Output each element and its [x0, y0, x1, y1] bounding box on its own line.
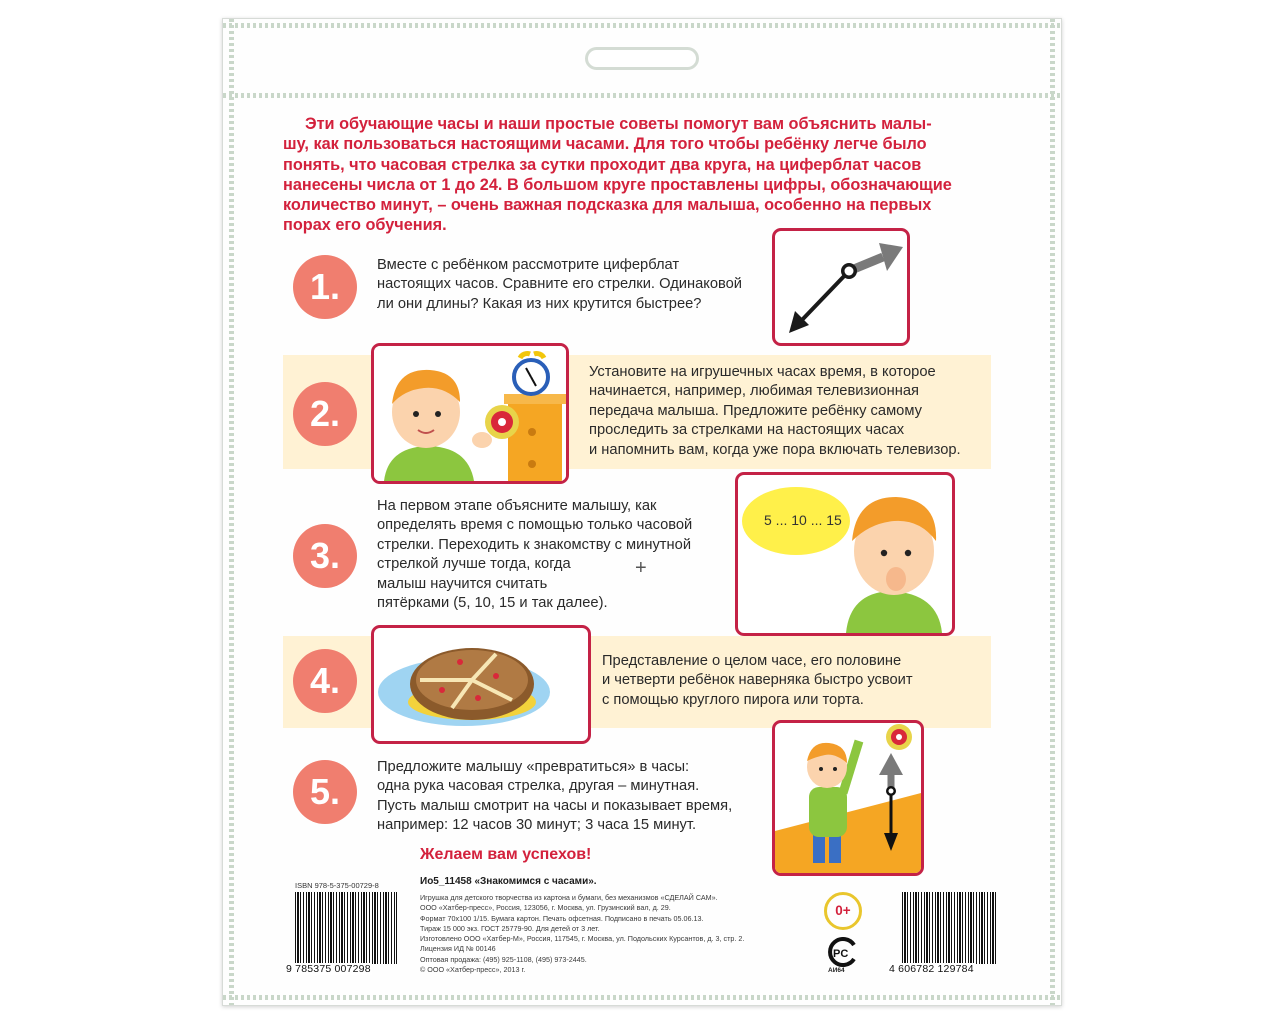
- info-line: Изготовлено ООО «Хатбер-М», Россия, 117545, г. Москва, ул. Подольских Курсантов, д. 3, стр. 2.: [420, 934, 745, 944]
- step-line: ли они длины? Какая из них крутится быстрее?: [377, 295, 702, 312]
- certification-label: АИ64: [828, 967, 845, 974]
- step-line: начинается, например, любимая телевизионная: [589, 383, 919, 400]
- info-line: © ООО «Хатбер-пресс», 2013 г.: [420, 965, 526, 975]
- boy-counting-icon: [738, 475, 952, 633]
- boy-as-clock-icon: [775, 723, 921, 873]
- step-line: например: 12 часов 30 минут; 3 часа 15 минут.: [377, 817, 697, 834]
- step-1-text: [377, 256, 742, 314]
- intro-line: шу, как пользоваться настоящими часами. Для того чтобы ребёнку легче было: [283, 135, 927, 154]
- step-line: На первом этапе объясните малышу, как: [377, 498, 657, 514]
- step-3-text: [377, 497, 692, 613]
- svg-text:PC: PC: [833, 948, 849, 960]
- intro-paragraph: [283, 114, 1005, 236]
- isbn-barcode-number: 9 785375 007298: [286, 963, 371, 975]
- plus-sign: +: [635, 557, 647, 579]
- step-line: малыш научится считать: [377, 575, 548, 592]
- left-stitch: [229, 19, 234, 1005]
- packaging-card: [222, 18, 1062, 1006]
- step-line: одна рука часовая стрелка, другая – минутная.: [377, 778, 700, 795]
- product-title: Ио5_11458 «Знакомимся с часами».: [420, 876, 597, 887]
- wish-text: Желаем вам успехов!: [420, 846, 592, 863]
- boy-counting-picture: [735, 472, 955, 636]
- product-barcode: [902, 892, 996, 964]
- step-line: настоящих часов. Сравните его стрелки. Одинаковой: [377, 276, 743, 293]
- step-4-number: 4.: [293, 649, 357, 713]
- info-line: Лицензия ИД № 00146: [420, 944, 496, 954]
- clock-hands-picture: [772, 228, 910, 346]
- step-line: проследить за стрелками на настоящих часах: [589, 422, 905, 439]
- isbn-barcode: [295, 892, 397, 964]
- step-line: с помощью круглого пирога или торта.: [602, 691, 864, 708]
- clock-hands-icon: [775, 231, 907, 343]
- intro-line: порах его обучения.: [283, 216, 447, 235]
- step-line: Установите на игрушечных часах время, в которое: [589, 364, 936, 380]
- info-line: Оптовая продажа: (495) 925-1108, (495) 973-2445.: [420, 954, 587, 964]
- publisher-info: [420, 893, 820, 975]
- step-5-text: [377, 758, 732, 836]
- step-line: стрелки. Переходить к знакомству с минутной: [377, 536, 692, 553]
- intro-line: количество минут, – очень важная подсказка для малыша, особенно на первых: [283, 196, 932, 215]
- step-line: Представление о целом часе, его половине: [602, 653, 902, 669]
- product-barcode-number: 4 606782 129784: [889, 963, 974, 975]
- step-line: и напомнить вам, когда уже пора включать телевизор.: [589, 441, 961, 458]
- step-line: Предложите малышу «превратиться» в часы:: [377, 759, 690, 775]
- info-line: Формат 70х100 1/15. Бумага картон. Печать офсетная. Подписано в печать 05.06.13.: [420, 913, 704, 923]
- intro-line: понять, что часовая стрелка за сутки проходит два круга, на циферблат часов: [283, 155, 922, 174]
- step-line: Пусть малыш смотрит на часы и показывает время,: [377, 797, 733, 814]
- step-line: стрелкой лучше тогда, когда: [377, 556, 571, 573]
- step-2-text: [589, 363, 961, 460]
- step-line: и четверти ребёнок наверняка быстро усвоит: [602, 672, 913, 689]
- info-line: Тираж 15 000 экз. ГОСТ 25779-90. Для детей от 3 лет.: [420, 923, 600, 933]
- bottom-stitch: [223, 995, 1061, 1000]
- counting-bubble: 5 ... 10 ... 15: [764, 512, 842, 528]
- intro-line: нанесены числа от 1 до 24. В большом круге проставлены цифры, обозначающие: [283, 175, 952, 194]
- right-stitch: [1050, 19, 1055, 1005]
- step-1-number: 1.: [293, 255, 357, 319]
- step-line: Вместе с ребёнком рассмотрите циферблат: [377, 257, 680, 273]
- certification-mark-icon: [824, 937, 860, 967]
- pie-picture: [371, 625, 591, 744]
- step-4-text: [602, 652, 913, 710]
- age-rating-badge: 0+: [824, 892, 862, 930]
- hang-hole: [585, 47, 699, 70]
- step-3-number: 3.: [293, 524, 357, 588]
- boy-with-clock-picture: [371, 343, 569, 484]
- top-stitch: [223, 23, 1061, 28]
- isbn-label: ISBN 978-5-375-00729-8: [295, 881, 379, 890]
- boy-with-clock-icon: [374, 346, 566, 481]
- boy-as-clock-picture: [772, 720, 924, 876]
- intro-line: Эти обучающие часы и наши простые советы помогут вам объяснить малы-: [305, 115, 932, 133]
- step-5-number: 5.: [293, 760, 357, 824]
- info-line: ООО «Хатбер-пресс», Россия, 123056, г. Москва, ул. Грузинский вал, д. 29.: [420, 903, 671, 913]
- pie-icon: [374, 628, 588, 741]
- step-2-number: 2.: [293, 382, 357, 446]
- step-line: передача малыша. Предложите ребёнку самому: [589, 402, 922, 419]
- header-stitch: [223, 93, 1061, 98]
- step-line: определять время с помощью только часовой: [377, 517, 693, 534]
- info-line: Игрушка для детского творчества из картона и бумаги, без механизмов «СДЕЛАЙ САМ».: [420, 893, 718, 902]
- step-line: пятёрками (5, 10, 15 и так далее).: [377, 595, 608, 612]
